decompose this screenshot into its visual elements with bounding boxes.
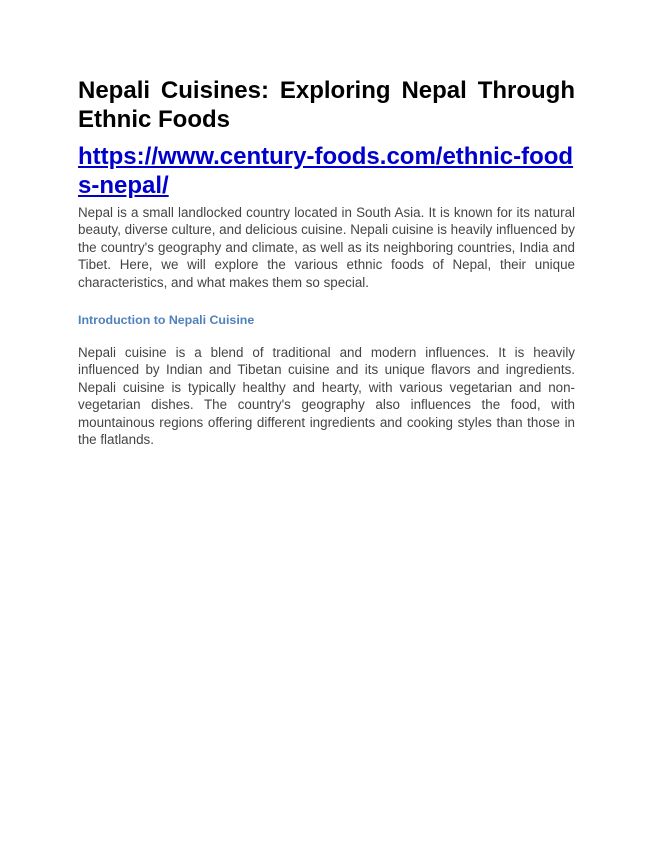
document-title: Nepali Cuisines: Exploring Nepal Through Ethnic Foods bbox=[78, 77, 575, 133]
intro-paragraph: Nepal is a small landlocked country located in South Asia. It is known for its natural beauty, diverse culture, and delicious cuisine. Nepali cuisine is heavily influenced by the country's geography and climate, as well as its neighboring countries, India and Tibet. Here, we will explore the various ethnic foods of Nepal, their unique characteristics, and what makes them so special. bbox=[78, 205, 575, 290]
source-link[interactable]: https://www.century-foods.com/ethnic-foods-nepal/ bbox=[78, 143, 574, 199]
document-page bbox=[78, 76, 575, 448]
section-paragraph: Nepali cuisine is a blend of traditional and modern influences. It is heavily influenced by Indian and Tibetan cuisine and its unique flavors and ingredients. Nepali cuisine is typically healthy and hearty, with various vegetarian and non-vegetarian dishes. The country's geography also influences the food, with mountainous regions offering different ingredients and cooking styles than those in the flatlands. bbox=[78, 345, 575, 448]
section-heading: Introduction to Nepali Cuisine bbox=[78, 313, 255, 328]
